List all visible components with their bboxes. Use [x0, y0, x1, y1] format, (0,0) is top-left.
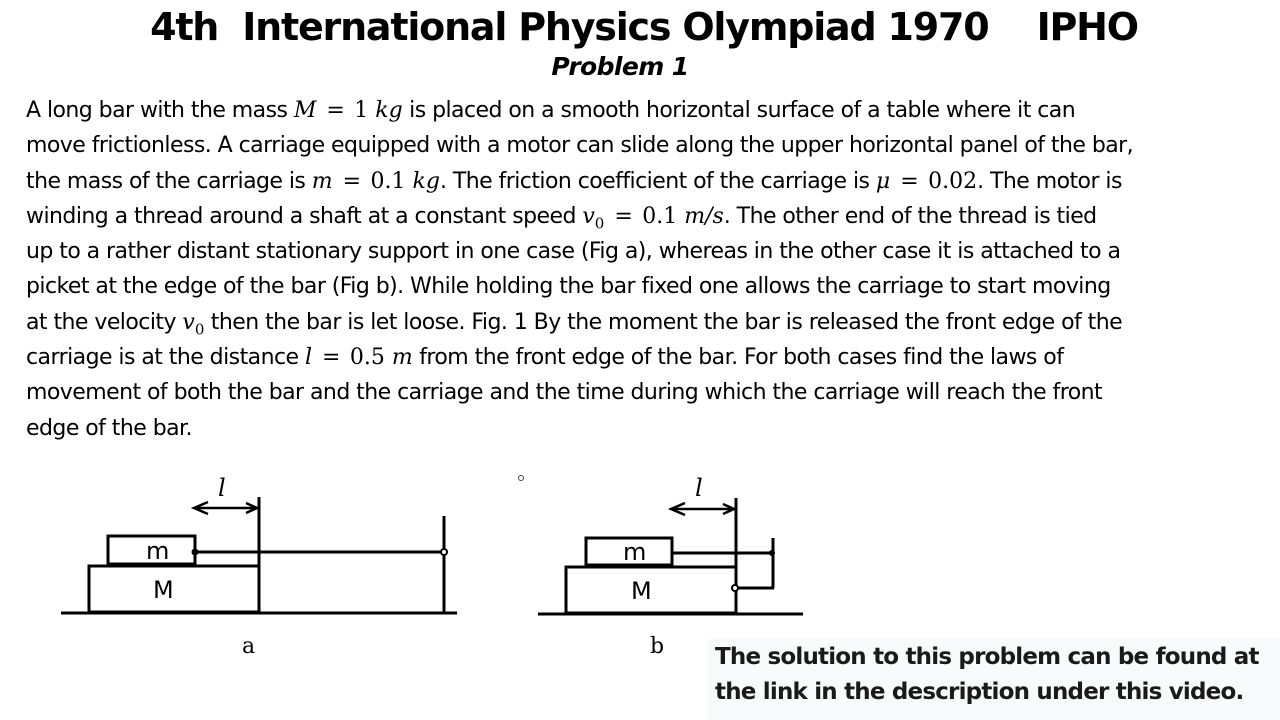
problem-line: move frictionless. A carriage equipped with a motor can slide along the upper horizontal panel of the bar, — [26, 133, 1134, 159]
bar-label: M — [631, 577, 652, 605]
figure-caption-b: b — [650, 634, 665, 659]
problem-line: edge of the bar. — [26, 415, 192, 441]
problem-line: movement of both the bar and the carriage and the time during which the carriage will reach the front — [26, 380, 1103, 406]
math-symbol: l — [304, 345, 312, 371]
problem-line: winding a thread around a shaft at a constant speed $v_0 = 0.1$ m/s. The other end of the thread is tied — [26, 203, 1097, 233]
figure-a — [40, 460, 480, 670]
math-number: 1 — [354, 98, 376, 123]
equals-sign: = — [900, 168, 919, 194]
distance-label-l: l — [695, 474, 703, 502]
bar-label: M — [153, 576, 174, 604]
figure-caption-a: a — [242, 634, 256, 659]
math-symbol: m — [311, 168, 333, 194]
problem-line: up to a rather distant stationary support in one case (Fig a), whereas in the other case it is attached to a — [26, 239, 1121, 265]
problem-line: picket at the edge of the bar (Fig b). While holding the bar fixed one allows the carriage to start moving — [26, 274, 1111, 300]
math-number: 0.02 — [928, 168, 978, 194]
math-symbol: kg — [412, 168, 440, 194]
page-title: 4th International Physics Olympiad 1970 IPHO — [150, 5, 1138, 49]
problem-line: A long bar with the mass M = 1 kg is placed on a smooth horizontal surface of a table where it can — [26, 98, 1076, 123]
solution-note-line1: The solution to this problem can be found at — [715, 644, 1259, 670]
math-number: 0.5 — [349, 345, 392, 371]
math-symbol: m — [391, 345, 413, 371]
math-number: 0.1 — [642, 203, 685, 229]
problem-statement — [26, 93, 1276, 446]
bar-M — [89, 566, 259, 612]
equals-sign: = — [322, 345, 340, 371]
math-symbol: kg — [375, 98, 403, 123]
math-symbol: $v_0$ — [582, 203, 605, 233]
distance-label-l: l — [218, 474, 226, 502]
solution-note-line2: the link in the description under this video. — [715, 679, 1244, 705]
carriage-label: m — [146, 537, 170, 565]
problem-line: carriage is at the distance l = 0.5 m from the front edge of the bar. For both cases find the laws of — [26, 345, 1064, 371]
problem-line: at the velocity $v_0$ then the bar is let loose. Fig. 1 By the moment the bar is released the front edge of the — [26, 309, 1123, 339]
math-symbol: M — [293, 98, 317, 123]
equals-sign: = — [614, 203, 633, 229]
problem-number: Problem 1 — [551, 52, 689, 81]
math-symbol: μ — [875, 168, 891, 194]
carriage-label: m — [623, 538, 647, 566]
equals-sign: = — [326, 98, 345, 123]
math-symbol: m/s — [684, 203, 724, 229]
problem-line: the mass of the carriage is m = 0.1 kg. The friction coefficient of the carriage is μ = 0.02. The motor is — [26, 168, 1122, 194]
math-number: 0.1 — [370, 168, 413, 194]
math-symbol: $v_0$ — [182, 309, 205, 339]
equals-sign: = — [342, 168, 361, 194]
solution-note — [708, 638, 1280, 720]
